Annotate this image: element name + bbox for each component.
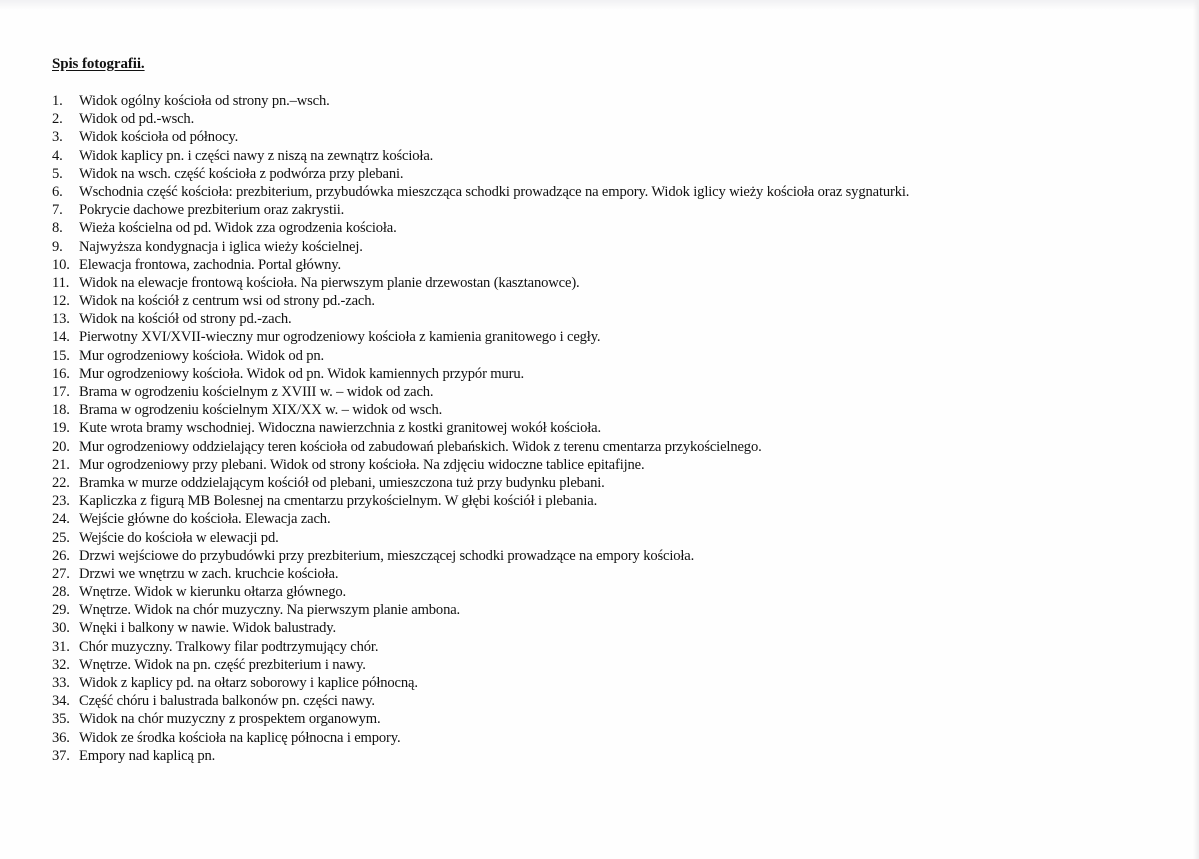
scan-shadow-right (1193, 0, 1199, 859)
list-item (52, 619, 909, 637)
item-number: 37. (52, 747, 70, 764)
list-item (52, 292, 909, 310)
item-text: Widok na chór muzyczny z prospektem organowym. (79, 711, 381, 728)
item-text: Mur ogrodzeniowy kościoła. Widok od pn. (79, 347, 325, 364)
item-number: 17. (52, 384, 70, 400)
item-number: 26. (52, 547, 70, 564)
item-text: Widok na kościół od strony pd.-zach. (79, 311, 292, 328)
list-item (52, 510, 909, 528)
item-number: 11. (52, 274, 70, 291)
item-number: 31. (52, 638, 70, 655)
item-text: Empory nad kaplicą pn. (79, 747, 216, 764)
item-text: Brama w ogrodzeniu kościelnym z XVIII w. – widok od zach. (79, 384, 434, 400)
item-number: 8. (52, 220, 63, 237)
item-text: Drzwi we wnętrzu w zach. kruchcie kościoła. (79, 565, 339, 582)
item-number: 27. (52, 565, 70, 582)
list-item (52, 601, 909, 619)
list-item (52, 547, 909, 565)
item-text: Widok kościoła od północy. (79, 129, 239, 146)
list-item (52, 256, 909, 274)
list-item (52, 274, 909, 292)
item-number: 22. (52, 474, 70, 491)
item-text: Widok z kaplicy pd. na ołtarz soborowy i kaplice północną. (79, 675, 418, 691)
item-text: Chór muzyczny. Tralkowy filar podtrzymujący chór. (79, 638, 379, 655)
item-text: Widok na wsch. część kościoła z podwórza przy plebani. (79, 165, 404, 182)
list-item (52, 729, 909, 747)
item-text: Widok ze środka kościoła na kaplicę północna i empory. (79, 729, 401, 746)
item-text: Kapliczka z figurą MB Bolesnej na cmentarzu przykościelnym. W głębi kościół i plebania. (79, 493, 598, 510)
item-number: 7. (52, 202, 63, 219)
item-number: 36. (52, 729, 70, 746)
list-item (52, 401, 909, 419)
list-item (52, 201, 909, 219)
item-number: 35. (52, 711, 70, 728)
list-item (52, 747, 909, 765)
item-text: Wieża kościelna od pd. Widok zza ogrodzenia kościoła. (79, 220, 397, 237)
item-text: Wnętrze. Widok na pn. część prezbiterium i nawy. (79, 656, 366, 673)
list-item (52, 674, 909, 692)
item-text: Wejście do kościoła w elewacji pd. (79, 529, 279, 546)
item-text: Pokrycie dachowe prezbiterium oraz zakrystii. (79, 202, 345, 219)
item-text: Brama w ogrodzeniu kościelnym XIX/XX w. – widok od wsch. (79, 402, 443, 419)
item-number: 9. (52, 238, 63, 255)
list-item (52, 328, 909, 346)
item-text: Mur ogrodzeniowy przy plebani. Widok od strony kościoła. Na zdjęciu widoczne tablice epitafijne. (79, 456, 645, 473)
item-number: 34. (52, 693, 70, 710)
item-number: 14. (52, 329, 70, 346)
item-number: 19. (52, 420, 70, 437)
item-number: 3. (52, 129, 63, 146)
item-text: Wschodnia część kościoła: prezbiterium, przybudówka mieszcząca schodki prowadzące na empory. Widok iglicy wieży kościoła oraz sygnaturki. (79, 183, 910, 200)
item-text: Mur ogrodzeniowy oddzielający teren kościoła od zabudowań plebańskich. Widok z terenu cmentarza przykościelnego. (79, 438, 762, 455)
item-number: 5. (52, 165, 63, 182)
list-item (52, 583, 909, 601)
list-item (52, 692, 909, 710)
list-item (52, 365, 909, 383)
list-item (52, 128, 909, 146)
list-item (52, 110, 909, 128)
item-number: 33. (52, 675, 70, 691)
list-item (52, 238, 909, 256)
item-number: 2. (52, 111, 63, 128)
item-text: Wnętrze. Widok w kierunku ołtarza głównego. (79, 584, 347, 601)
item-number: 29. (52, 602, 70, 619)
list-item (52, 456, 909, 474)
item-text: Wnęki i balkony w nawie. Widok balustrady. (79, 620, 336, 637)
item-number: 1. (52, 93, 63, 109)
item-text: Kute wrota bramy wschodniej. Widoczna nawierzchnia z kostki granitowej wokół kościoła. (79, 420, 602, 437)
item-text: Widok ogólny kościoła od strony pn.–wsch. (79, 93, 330, 109)
item-number: 10. (52, 256, 70, 273)
item-number: 13. (52, 311, 70, 328)
list-item (52, 529, 909, 547)
list-item (52, 474, 909, 492)
item-number: 6. (52, 183, 63, 200)
list-item (52, 219, 909, 237)
list-item (52, 383, 909, 401)
document-title: Spis fotografii. (52, 56, 145, 72)
item-text: Drzwi wejściowe do przybudówki przy prezbiterium, mieszczącej schodki prowadzące na empory kościoła. (79, 547, 695, 564)
item-text: Wejście główne do kościoła. Elewacja zach. (79, 511, 331, 528)
item-text: Widok na kościół z centrum wsi od strony pd.-zach. (79, 293, 375, 310)
list-item (52, 438, 909, 456)
list-item (52, 310, 909, 328)
list-item (52, 347, 909, 365)
item-text: Bramka w murze oddzielającym kościół od plebani, umieszczona tuż przy budynku plebani. (79, 474, 605, 491)
list-item (52, 147, 909, 165)
item-number: 21. (52, 456, 70, 473)
list-item (52, 565, 909, 583)
item-number: 4. (52, 147, 63, 164)
item-number: 20. (52, 438, 70, 455)
item-number: 25. (52, 529, 70, 546)
item-text: Elewacja frontowa, zachodnia. Portal główny. (79, 256, 341, 273)
list-item (52, 492, 909, 510)
item-number: 18. (52, 402, 70, 419)
list-item (52, 183, 909, 201)
photo-list (52, 92, 909, 765)
item-number: 12. (52, 293, 70, 310)
item-text: Widok kaplicy pn. i części nawy z niszą na zewnątrz kościoła. (79, 147, 434, 164)
item-text: Widok na elewacje frontową kościoła. Na pierwszym planie drzewostan (kasztanowce). (79, 274, 580, 291)
item-number: 16. (52, 365, 70, 382)
item-number: 32. (52, 656, 70, 673)
item-number: 24. (52, 511, 70, 528)
list-item (52, 92, 909, 110)
list-item (52, 419, 909, 437)
item-text: Najwyższa kondygnacja i iglica wieży kościelnej. (79, 238, 363, 255)
list-item (52, 710, 909, 728)
item-text: Pierwotny XVI/XVII-wieczny mur ogrodzeniowy kościoła z kamienia granitowego i cegły. (79, 329, 601, 346)
item-text: Widok od pd.-wsch. (79, 111, 195, 128)
list-item (52, 656, 909, 674)
item-number: 15. (52, 347, 70, 364)
item-number: 23. (52, 493, 70, 510)
item-text: Wnętrze. Widok na chór muzyczny. Na pierwszym planie ambona. (79, 602, 461, 619)
item-text: Część chóru i balustrada balkonów pn. części nawy. (79, 693, 375, 710)
item-text: Mur ogrodzeniowy kościoła. Widok od pn. Widok kamiennych przypór muru. (79, 365, 524, 382)
list-item (52, 638, 909, 656)
item-number: 30. (52, 620, 70, 637)
scan-shadow-top (0, 0, 1199, 10)
item-number: 28. (52, 584, 70, 601)
list-item (52, 165, 909, 183)
